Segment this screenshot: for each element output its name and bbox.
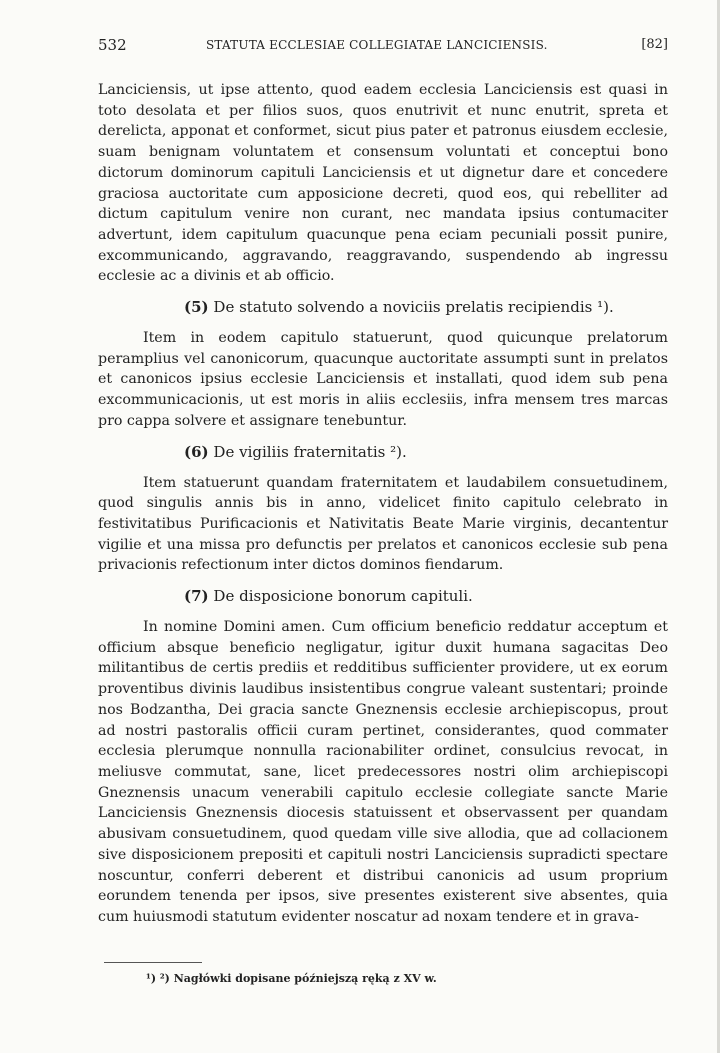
footnote-ref: ¹). [597,298,614,317]
page-header [98,36,668,58]
section-number: (5) [184,298,209,317]
paragraph-statute-7: In nomine Domini amen. Cum officium beneficio reddatur acceptum et officium absque beneficio negligatur, igitur duxit humana sagacitas Deo militantibus de certis prediis et redditibus sufficienter providere, ut ex eorum proventibus divinis laudibus insistentibus congrue valeant sustentari; proinde nos Bodzantha, Dei gracia sancte Gneznensis ecclesie archiepiscopus, prout ad nostri pastoralis officii curam pertinet, considerantes, quod commater ecclesia plerumque nonnulla racionabiliter ordinet, consulcius revocat, in meliusve commutat, sane, licet predecessores nostri olim archiepiscopi Gneznensis unacum venerabili capitulo ecclesie collegiate sancte Marie Lanciciensis Gneznensis diocesis statuissent et observassent per quandam abusivam consuetudinem, quod quedam ville sive allodia, que ad collacionem sive disposicionem prepositi et capituli nostri Lanciciensis supradicti spectare noscuntur, conferri deberent et distribui canonicis ad usum proprium eorundem tenenda per ipsos, sive presentes existerent sive absentes, quia cum huiusmodi statutum evidenter noscatur ad noxam tendere et in grava- [98,619,668,925]
page-body [98,80,668,928]
section-heading-5 [98,296,668,318]
footnote-ref: ²). [390,442,407,461]
page-number: 532 [98,36,127,54]
footnote-divider [104,962,202,963]
folio-number: [82] [641,37,668,52]
section-title: De vigiliis fraternitatis [213,442,386,461]
footnote: ¹) ²) Nagłówki dopisane późniejszą ręką z XV w. [146,972,437,985]
paragraph-statute-5: Item in eodem capitulo statuerunt, quod quicunque prelatorum peramplius vel canonicorum, quacunque auctoritate assumpti sunt in prelatos et canonicos ipsius ecclesie Lanciciensis et installati, quod idem sub pena excommunicacionis, ut est moris in aliis ecclesiis, infra mensem tres marcas pro cappa solvere et assignare tenebuntur. [98,330,668,429]
section-number: (7) [184,587,209,606]
section-heading-6 [98,441,668,463]
running-title: STATUTA ECCLESIAE COLLEGIATAE LANCICIENSIS. [206,38,548,52]
section-title: De statuto solvendo a noviciis prelatis recipiendis [213,298,593,317]
section-heading-7 [98,585,668,607]
paragraph-continuation: Lanciciensis, ut ipse attento, quod eadem ecclesia Lanciciensis est quasi in toto desolata et per filios suos, quos enutrivit et nunc enutrit, spreta et derelicta, apponat et conformet, sicut pius pater et patronus eiusdem ecclesie, suam benignam voluntatem et consensum voluntati et conceptui bono dictorum dominorum capituli Lanciciensis et ut dignetur dare et concedere graciosa auctoritate cum apposicione decreti, quod eos, qui rebelliter ad dictum capitulum venire non curant, nec mandata ipsius contumaciter advertunt, idem capitulum quacunque pena eciam pecuniali possit punire, excommunicando, aggravando, reaggravando, suspendendo ab ingressu ecclesie ac a divinis et ab officio. [98,82,668,285]
section-number: (6) [184,442,209,461]
paragraph-statute-6: Item statuerunt quandam fraternitatem et laudabilem consuetudinem, quod singulis annis bis in anno, videlicet finito capitulo celebrato in festivitatibus Purificacionis et Nativitatis Beate Marie virginis, decantentur vigilie et una missa pro defunctis per prelatos et canonicos ecclesie sub pena privacionis refectionum inter dictos dominos fiendarum. [98,474,668,574]
section-title: De disposicione bonorum capituli. [213,587,473,606]
